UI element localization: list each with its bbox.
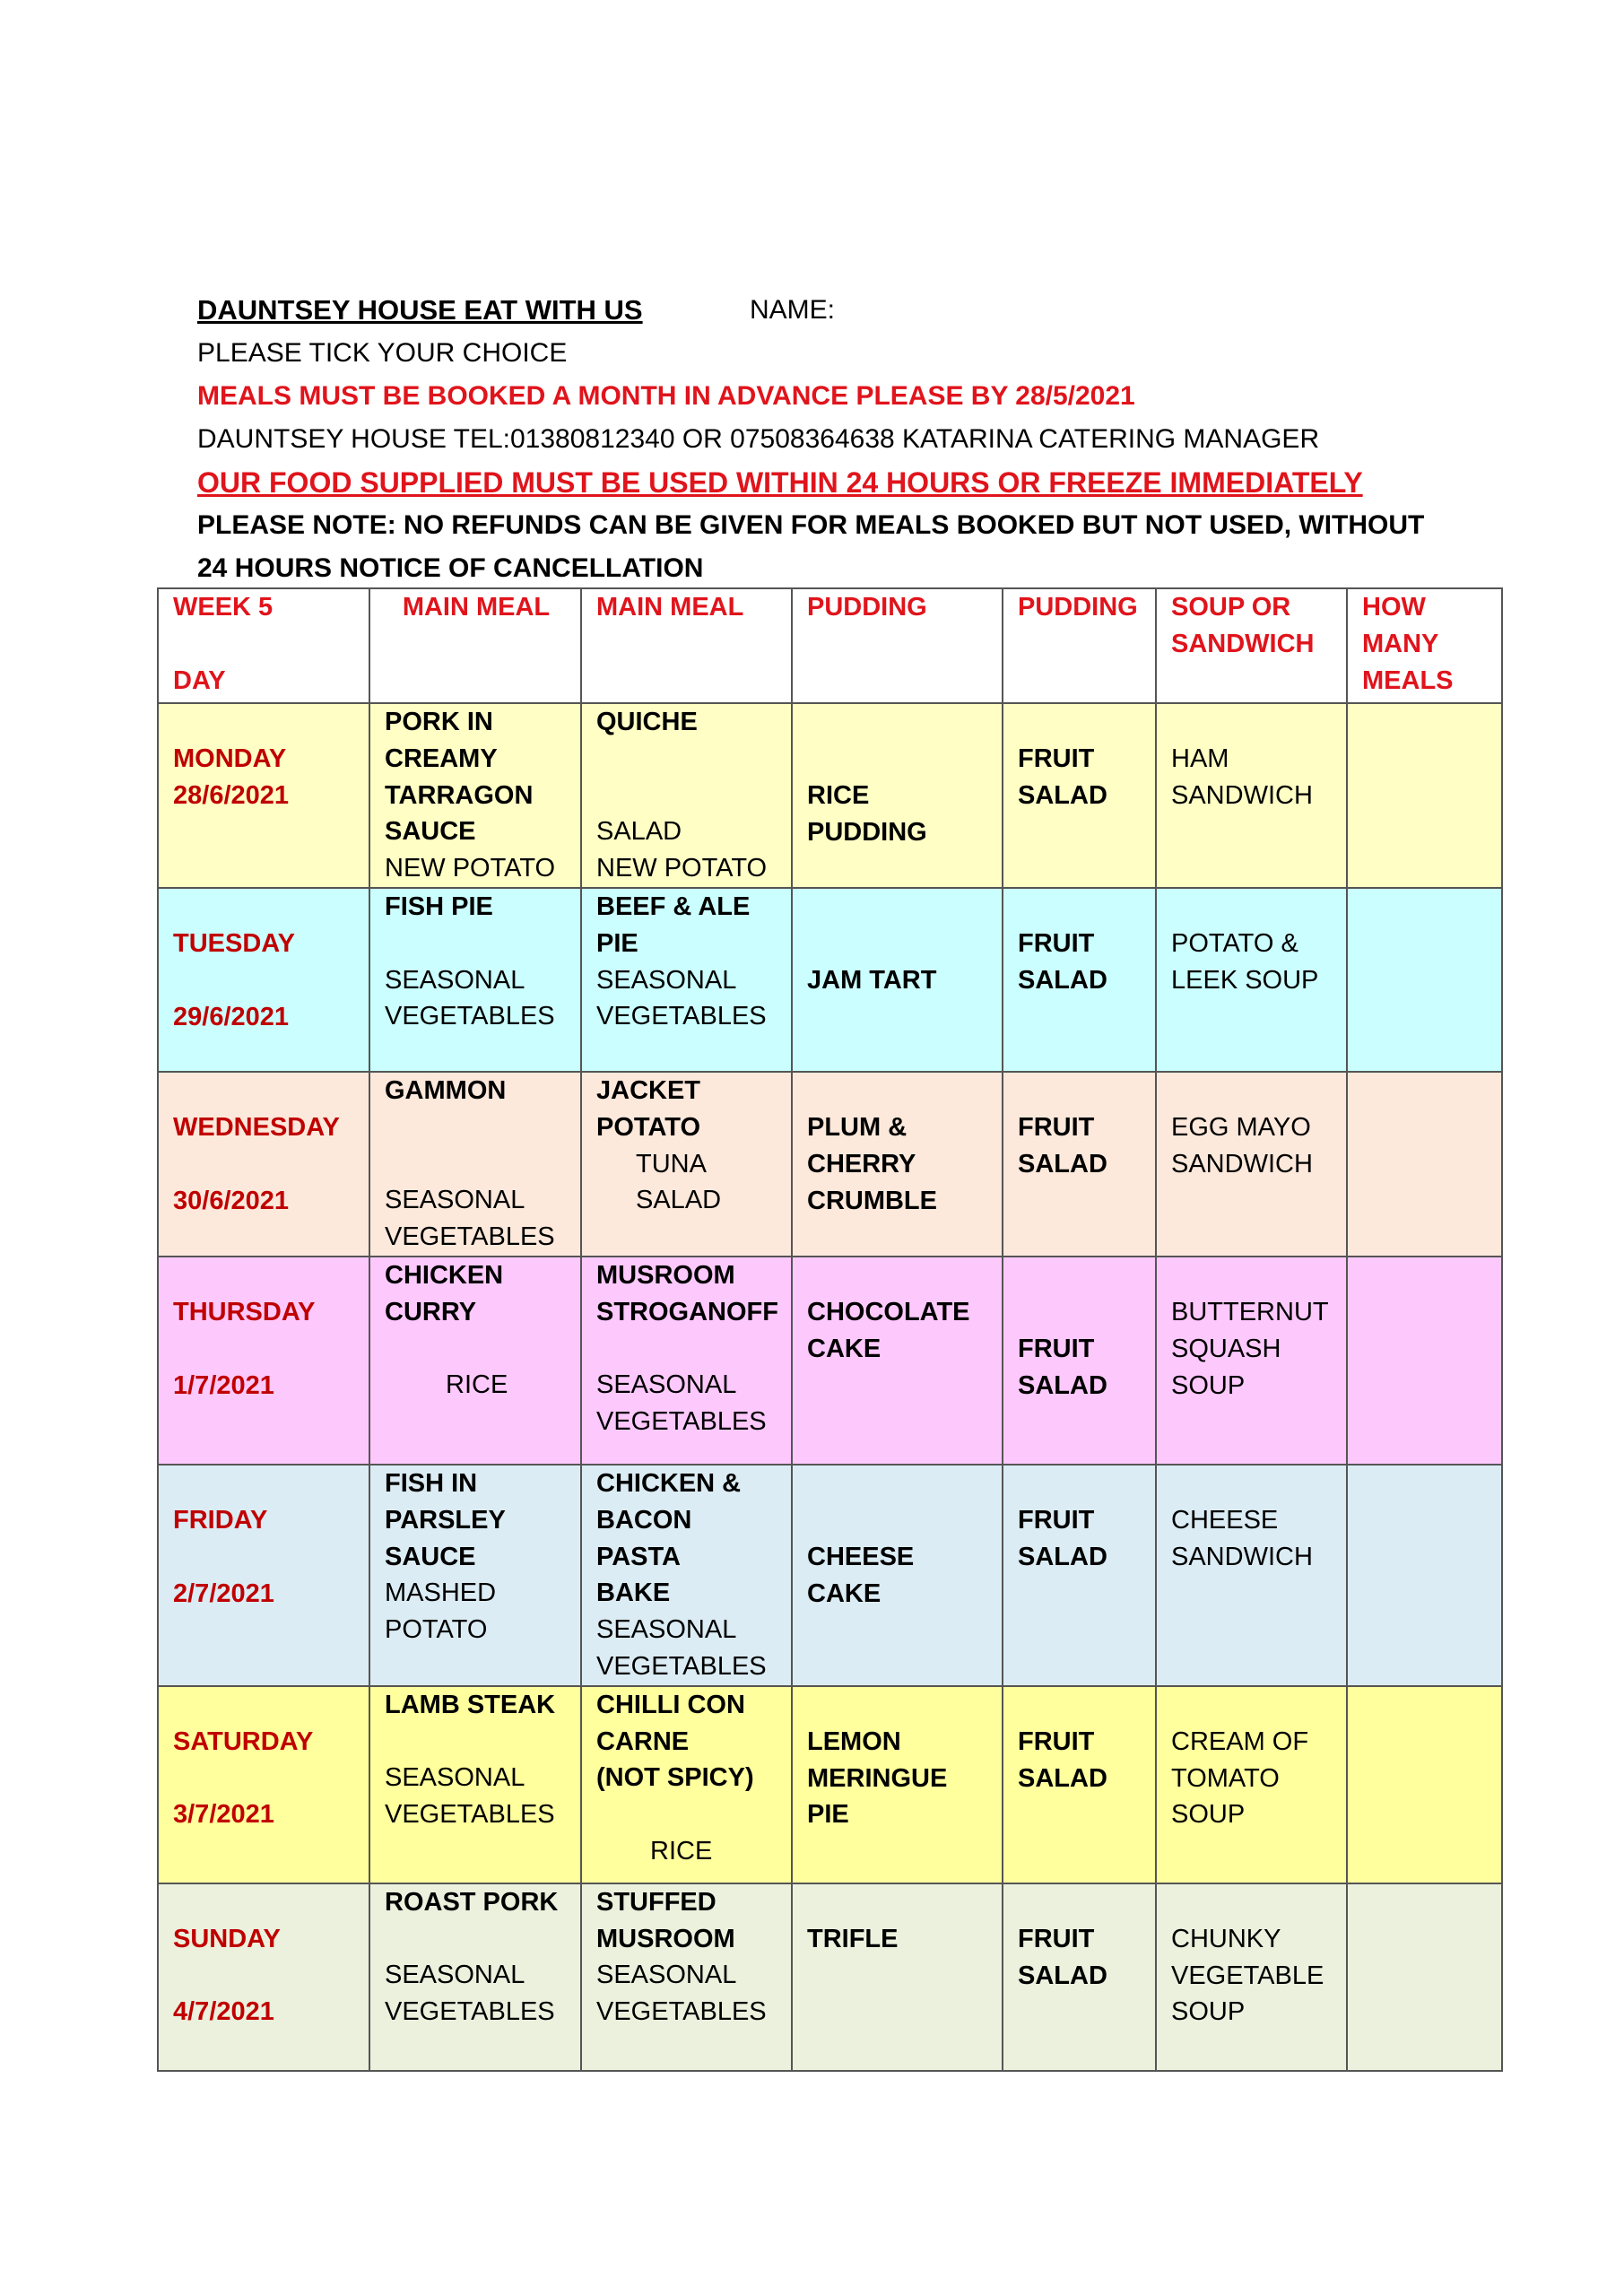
- pudding-2[interactable]: FRUIT SALAD: [1018, 1334, 1107, 1400]
- main-meal-1-dish[interactable]: LAMB STEAK: [385, 1690, 556, 1719]
- pudding-2[interactable]: FRUIT SALAD: [1018, 1924, 1107, 1990]
- main-meal-1-dish[interactable]: CHICKEN CURRY: [385, 1260, 504, 1326]
- pudding-1[interactable]: PLUM & CHERRY CRUMBLE: [807, 1112, 937, 1215]
- main-meal-1-header: MAIN MEAL: [402, 593, 551, 622]
- document-header: [197, 289, 1524, 590]
- how-many-header: HOW MANY MEALS: [1362, 593, 1454, 695]
- how-many-meals-cell[interactable]: [1347, 888, 1502, 1072]
- week-label: WEEK 5: [173, 593, 274, 622]
- week-day-header: [158, 588, 369, 703]
- main-meal-1-side: RICE: [446, 1370, 508, 1400]
- booking-notice: MEALS MUST BE BOOKED A MONTH IN ADVANCE PLEASE BY 28/5/2021: [197, 381, 1135, 411]
- pudding-2[interactable]: FRUIT SALAD: [1018, 1505, 1107, 1571]
- pudding-1-header: PUDDING: [807, 593, 927, 622]
- main-meal-1-side: SEASONAL VEGETABLES: [385, 965, 555, 1031]
- pudding-1[interactable]: CHEESE CAKE: [807, 1542, 915, 1608]
- soup-sandwich[interactable]: BUTTERNUT SQUASH SOUP: [1171, 1297, 1329, 1400]
- main-meal-1-dish[interactable]: ROAST PORK: [385, 1887, 559, 1917]
- how-many-meals-cell[interactable]: [1347, 1465, 1502, 1686]
- refund-note-line-2: 24 HOURS NOTICE OF CANCELLATION: [197, 553, 704, 583]
- refund-note-line-1: PLEASE NOTE: NO REFUNDS CAN BE GIVEN FOR MEALS BOOKED BUT NOT USED, WITHOUT: [197, 510, 1425, 540]
- main-meal-2-side: TUNA SALAD: [636, 1149, 722, 1215]
- soup-sandwich[interactable]: CHEESE SANDWICH: [1171, 1505, 1313, 1571]
- tick-instruction: PLEASE TICK YOUR CHOICE: [197, 338, 568, 368]
- pudding-2[interactable]: FRUIT SALAD: [1018, 744, 1107, 810]
- page-title: DAUNTSEY HOUSE EAT WITH US: [197, 294, 643, 326]
- food-warning: OUR FOOD SUPPLIED MUST BE USED WITHIN 24 HOURS OR FREEZE IMMEDIATELY: [197, 466, 1363, 499]
- day-name: THURSDAY: [173, 1297, 316, 1326]
- how-many-meals-cell[interactable]: [1347, 1072, 1502, 1257]
- how-many-meals-cell[interactable]: [1347, 1883, 1502, 2071]
- main-meal-1-side: SEASONAL VEGETABLES: [385, 1961, 555, 2027]
- day-name: FRIDAY: [173, 1505, 268, 1535]
- how-many-meals-cell[interactable]: [1347, 1686, 1502, 1883]
- day-date: 2/7/2021: [173, 1578, 274, 1608]
- table-row-monday: [158, 703, 1502, 888]
- soup-sandwich[interactable]: POTATO & LEEK SOUP: [1171, 928, 1319, 995]
- soup-sandwich-header: SOUP OR SANDWICH: [1171, 593, 1315, 658]
- soup-sandwich[interactable]: EGG MAYO SANDWICH: [1171, 1112, 1313, 1178]
- pudding-2[interactable]: FRUIT SALAD: [1018, 928, 1107, 995]
- pudding-1[interactable]: TRIFLE: [807, 1924, 899, 1953]
- day-name: MONDAY: [173, 744, 287, 773]
- main-meal-1-dish[interactable]: FISH PIE: [385, 891, 493, 921]
- contact-line: DAUNTSEY HOUSE TEL:01380812340 OR 07508364638 KATARINA CATERING MANAGER: [197, 424, 1320, 454]
- main-meal-2-dish[interactable]: MUSROOM STROGANOFF: [596, 1260, 778, 1326]
- main-meal-1-side: NEW POTATO: [385, 854, 556, 883]
- table-row-tuesday: [158, 888, 1502, 1072]
- main-meal-2-side: SEASONAL VEGETABLES: [596, 1615, 767, 1681]
- main-meal-2-dish[interactable]: QUICHE: [596, 708, 698, 736]
- soup-sandwich[interactable]: HAM SANDWICH: [1171, 744, 1313, 810]
- main-meal-1-side: MASHED POTATO: [385, 1578, 497, 1645]
- day-label: DAY: [173, 665, 226, 695]
- day-name: SUNDAY: [173, 1924, 281, 1953]
- main-meal-1-dish[interactable]: PORK IN CREAMY TARRAGON SAUCE: [385, 708, 534, 847]
- table-header-row: [158, 588, 1502, 703]
- pudding-2[interactable]: FRUIT SALAD: [1018, 1726, 1107, 1793]
- pudding-1[interactable]: JAM TART: [807, 965, 937, 995]
- main-meal-1-side: SEASONAL VEGETABLES: [385, 1763, 555, 1830]
- day-date: 28/6/2021: [173, 780, 290, 810]
- how-many-meals-cell[interactable]: [1347, 703, 1502, 888]
- day-date: 30/6/2021: [173, 1186, 290, 1215]
- main-meal-1-side: SEASONAL VEGETABLES: [385, 1186, 555, 1252]
- pudding-1[interactable]: LEMON MERINGUE PIE: [807, 1726, 948, 1830]
- day-name: SATURDAY: [173, 1726, 314, 1756]
- main-meal-2-side: SEASONAL VEGETABLES: [596, 1370, 767, 1437]
- main-meal-2-side: RICE: [650, 1836, 713, 1866]
- main-meal-2-side: SEASONAL VEGETABLES: [596, 1961, 767, 2027]
- main-meal-2-dish[interactable]: BEEF & ALE PIE: [596, 891, 751, 958]
- day-date: 1/7/2021: [173, 1370, 274, 1400]
- main-meal-2-dish[interactable]: CHICKEN & BACON PASTA BAKE: [596, 1468, 742, 1608]
- table-row-sunday: [158, 1883, 1502, 2071]
- main-meal-1-dish[interactable]: GAMMON: [385, 1075, 507, 1105]
- day-date: 4/7/2021: [173, 1997, 274, 2027]
- main-meal-2-side: SEASONAL VEGETABLES: [596, 965, 767, 1031]
- how-many-meals-cell[interactable]: [1347, 1257, 1502, 1465]
- main-meal-1-dish[interactable]: FISH IN PARSLEY SAUCE: [385, 1468, 506, 1571]
- pudding-1[interactable]: CHOCOLATE CAKE: [807, 1297, 970, 1363]
- name-field-label: NAME:: [750, 295, 836, 325]
- day-name: TUESDAY: [173, 928, 295, 958]
- table-row-friday: [158, 1465, 1502, 1686]
- day-date: 29/6/2021: [173, 1002, 290, 1031]
- menu-table: [157, 587, 1503, 2072]
- pudding-2-header: PUDDING: [1018, 593, 1138, 622]
- main-meal-2-side: SALAD NEW POTATO: [596, 817, 768, 883]
- table-row-wednesday: [158, 1072, 1502, 1257]
- day-name: WEDNESDAY: [173, 1112, 340, 1142]
- main-meal-2-dish[interactable]: JACKET POTATO: [596, 1075, 701, 1142]
- day-date: 3/7/2021: [173, 1800, 274, 1830]
- main-meal-2-dish[interactable]: STUFFED MUSROOM: [596, 1887, 735, 1953]
- pudding-1[interactable]: RICE PUDDING: [807, 781, 927, 847]
- main-meal-2-header: MAIN MEAL: [596, 593, 744, 622]
- table-row-thursday: [158, 1257, 1502, 1465]
- soup-sandwich[interactable]: CHUNKY VEGETABLE SOUP: [1171, 1924, 1324, 2027]
- main-meal-2-dish[interactable]: CHILLI CON CARNE (NOT SPICY): [596, 1690, 754, 1793]
- table-row-saturday: [158, 1686, 1502, 1883]
- pudding-2[interactable]: FRUIT SALAD: [1018, 1112, 1107, 1178]
- soup-sandwich[interactable]: CREAM OF TOMATO SOUP: [1171, 1726, 1309, 1830]
